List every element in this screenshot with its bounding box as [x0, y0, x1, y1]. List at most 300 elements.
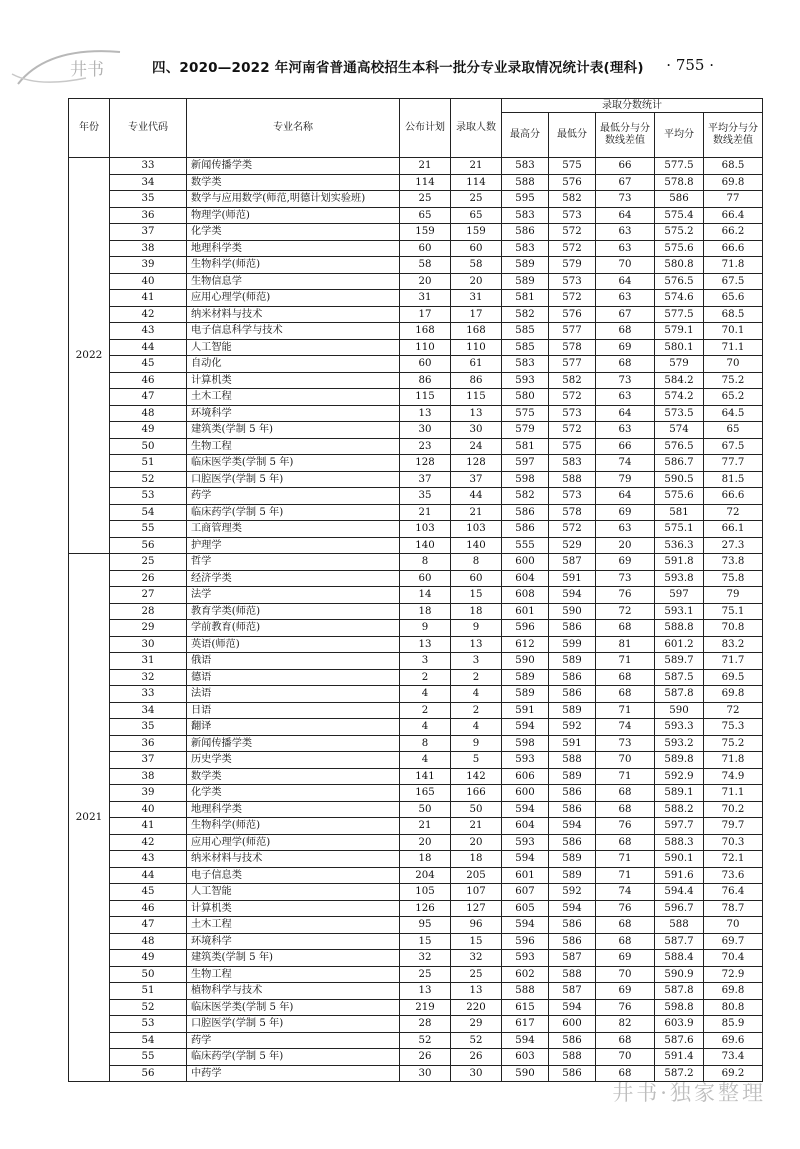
cell-code: 34: [110, 174, 187, 191]
table-row: [69, 818, 763, 835]
cell-name: 临床医学类(学制 5 年): [187, 999, 400, 1016]
cell-avg-diff: 70: [704, 917, 763, 934]
cell-max: 602: [502, 966, 549, 983]
cell-min: 591: [549, 570, 596, 587]
cell-min-diff: 82: [596, 1016, 655, 1033]
cell-code: 43: [110, 323, 187, 340]
cell-min: 599: [549, 636, 596, 653]
cell-avg: 593.2: [655, 735, 704, 752]
cell-plan: 115: [400, 389, 451, 406]
cell-avg: 575.6: [655, 488, 704, 505]
cell-max: 593: [502, 372, 549, 389]
table-row: [69, 603, 763, 620]
cell-avg-diff: 69.6: [704, 1032, 763, 1049]
cell-plan: 30: [400, 422, 451, 439]
cell-min: 582: [549, 372, 596, 389]
cell-max: 580: [502, 389, 549, 406]
cell-code: 42: [110, 834, 187, 851]
cell-avg: 594.4: [655, 884, 704, 901]
col-group-scores: 录取分数统计: [502, 99, 763, 113]
cell-max: 555: [502, 537, 549, 554]
table-row: [69, 867, 763, 884]
cell-code: 36: [110, 735, 187, 752]
cell-avg-diff: 67.5: [704, 438, 763, 455]
cell-admit: 44: [451, 488, 502, 505]
cell-min-diff: 63: [596, 521, 655, 538]
cell-max: 615: [502, 999, 549, 1016]
cell-max: 583: [502, 158, 549, 175]
cell-code: 33: [110, 158, 187, 175]
cell-min: 587: [549, 554, 596, 571]
cell-avg-diff: 69.8: [704, 686, 763, 703]
cell-avg: 590.9: [655, 966, 704, 983]
table-row: [69, 900, 763, 917]
cell-admit: 86: [451, 372, 502, 389]
cell-min-diff: 74: [596, 884, 655, 901]
cell-name: 学前教育(师范): [187, 620, 400, 637]
cell-max: 594: [502, 719, 549, 736]
cell-name: 临床药学(学制 5 年): [187, 1049, 400, 1066]
cell-plan: 3: [400, 653, 451, 670]
cell-min: 575: [549, 438, 596, 455]
cell-max: 600: [502, 785, 549, 802]
watermark-text: 井书·独家整理: [612, 1081, 766, 1105]
cell-min: 589: [549, 768, 596, 785]
cell-plan: 60: [400, 570, 451, 587]
cell-avg-diff: 65: [704, 422, 763, 439]
cell-avg: 590.5: [655, 471, 704, 488]
cell-code: 44: [110, 867, 187, 884]
cell-avg: 587.8: [655, 983, 704, 1000]
cell-avg-diff: 75.2: [704, 372, 763, 389]
cell-name: 新闻传播学类: [187, 158, 400, 175]
table-row: [69, 389, 763, 406]
cell-code: 37: [110, 224, 187, 241]
cell-plan: 103: [400, 521, 451, 538]
cell-min-diff: 76: [596, 999, 655, 1016]
cell-min-diff: 68: [596, 323, 655, 340]
cell-admit: 115: [451, 389, 502, 406]
cell-name: 电子信息科学与技术: [187, 323, 400, 340]
cell-min: 594: [549, 999, 596, 1016]
cell-min: 586: [549, 834, 596, 851]
cell-min-diff: 79: [596, 471, 655, 488]
table-row: [69, 207, 763, 224]
cell-plan: 204: [400, 867, 451, 884]
cell-min: 579: [549, 257, 596, 274]
cell-avg: 577.5: [655, 306, 704, 323]
cell-max: 581: [502, 290, 549, 307]
cell-admit: 31: [451, 290, 502, 307]
table-row: [69, 191, 763, 208]
cell-code: 41: [110, 290, 187, 307]
cell-admit: 107: [451, 884, 502, 901]
cell-plan: 110: [400, 339, 451, 356]
col-max: 最高分: [502, 113, 549, 158]
cell-code: 45: [110, 884, 187, 901]
cell-plan: 20: [400, 273, 451, 290]
cell-plan: 4: [400, 752, 451, 769]
cell-min-diff: 68: [596, 933, 655, 950]
cell-admit: 25: [451, 191, 502, 208]
cell-admit: 24: [451, 438, 502, 455]
cell-admit: 32: [451, 950, 502, 967]
cell-max: 608: [502, 587, 549, 604]
cell-avg: 581: [655, 504, 704, 521]
cell-plan: 20: [400, 834, 451, 851]
cell-avg-diff: 71.7: [704, 653, 763, 670]
cell-avg: 579: [655, 356, 704, 373]
cell-plan: 18: [400, 603, 451, 620]
cell-max: 581: [502, 438, 549, 455]
cell-avg: 579.1: [655, 323, 704, 340]
cell-min: 586: [549, 1032, 596, 1049]
cell-avg-diff: 71.8: [704, 257, 763, 274]
cell-plan: 114: [400, 174, 451, 191]
cell-min: 575: [549, 158, 596, 175]
cell-admit: 20: [451, 834, 502, 851]
cell-name: 生物科学(师范): [187, 818, 400, 835]
col-name: 专业名称: [187, 99, 400, 158]
table-row: [69, 950, 763, 967]
cell-min-diff: 68: [596, 801, 655, 818]
cell-min-diff: 76: [596, 587, 655, 604]
cell-min-diff: 70: [596, 257, 655, 274]
cell-avg-diff: 73.4: [704, 1049, 763, 1066]
cell-name: 人工智能: [187, 884, 400, 901]
year-cell: 2022: [69, 158, 110, 554]
admission-table: [68, 98, 763, 1082]
cell-min: 586: [549, 1065, 596, 1082]
cell-min-diff: 70: [596, 752, 655, 769]
cell-max: 590: [502, 653, 549, 670]
cell-avg-diff: 72: [704, 504, 763, 521]
cell-admit: 15: [451, 587, 502, 604]
cell-min-diff: 74: [596, 455, 655, 472]
cell-name: 土木工程: [187, 389, 400, 406]
cell-code: 46: [110, 372, 187, 389]
cell-plan: 14: [400, 587, 451, 604]
cell-avg: 587.5: [655, 669, 704, 686]
cell-code: 42: [110, 306, 187, 323]
cell-max: 593: [502, 950, 549, 967]
cell-max: 594: [502, 1032, 549, 1049]
cell-avg: 592.9: [655, 768, 704, 785]
cell-min-diff: 68: [596, 356, 655, 373]
cell-name: 德语: [187, 669, 400, 686]
cell-avg-diff: 64.5: [704, 405, 763, 422]
cell-code: 35: [110, 719, 187, 736]
cell-avg-diff: 77: [704, 191, 763, 208]
cell-min: 572: [549, 290, 596, 307]
table-row: [69, 438, 763, 455]
cell-admit: 60: [451, 570, 502, 587]
table-row: [69, 323, 763, 340]
cell-plan: 23: [400, 438, 451, 455]
cell-avg-diff: 70.4: [704, 950, 763, 967]
cell-min: 589: [549, 867, 596, 884]
cell-min: 587: [549, 983, 596, 1000]
cell-avg-diff: 70.8: [704, 620, 763, 637]
cell-avg-diff: 27.3: [704, 537, 763, 554]
cell-plan: 8: [400, 554, 451, 571]
cell-name: 生物工程: [187, 966, 400, 983]
cell-admit: 2: [451, 669, 502, 686]
cell-admit: 127: [451, 900, 502, 917]
cell-min-diff: 66: [596, 158, 655, 175]
cell-avg: 577.5: [655, 158, 704, 175]
cell-min-diff: 74: [596, 719, 655, 736]
cell-avg-diff: 65.6: [704, 290, 763, 307]
cell-min: 578: [549, 504, 596, 521]
cell-code: 53: [110, 1016, 187, 1033]
cell-min: 594: [549, 818, 596, 835]
cell-max: 617: [502, 1016, 549, 1033]
table-row: [69, 504, 763, 521]
cell-name: 英语(师范): [187, 636, 400, 653]
cell-code: 50: [110, 966, 187, 983]
cell-avg-diff: 70.1: [704, 323, 763, 340]
cell-avg: 574: [655, 422, 704, 439]
cell-avg: 575.1: [655, 521, 704, 538]
cell-name: 应用心理学(师范): [187, 834, 400, 851]
cell-code: 40: [110, 273, 187, 290]
cell-avg: 536.3: [655, 537, 704, 554]
cell-code: 38: [110, 240, 187, 257]
cell-name: 人工智能: [187, 339, 400, 356]
cell-name: 中药学: [187, 1065, 400, 1082]
cell-avg: 574.6: [655, 290, 704, 307]
cell-min: 572: [549, 389, 596, 406]
cell-name: 新闻传播学类: [187, 735, 400, 752]
cell-plan: 8: [400, 735, 451, 752]
cell-max: 589: [502, 669, 549, 686]
cell-min-diff: 68: [596, 917, 655, 934]
cell-avg-diff: 75.2: [704, 735, 763, 752]
table-row: [69, 306, 763, 323]
cell-min: 588: [549, 471, 596, 488]
cell-name: 数学类: [187, 768, 400, 785]
cell-max: 589: [502, 686, 549, 703]
cell-max: 586: [502, 504, 549, 521]
col-min-diff: 最低分与分数线差值: [596, 113, 655, 158]
cell-min-diff: 76: [596, 900, 655, 917]
cell-min: 588: [549, 1049, 596, 1066]
cell-avg: 590: [655, 702, 704, 719]
table-row: [69, 570, 763, 587]
table-row: [69, 834, 763, 851]
cell-admit: 114: [451, 174, 502, 191]
cell-max: 583: [502, 207, 549, 224]
cell-admit: 103: [451, 521, 502, 538]
cell-name: 教育学类(师范): [187, 603, 400, 620]
table-row: [69, 537, 763, 554]
table-row: [69, 158, 763, 175]
cell-avg: 575.4: [655, 207, 704, 224]
cell-code: 51: [110, 983, 187, 1000]
cell-plan: 65: [400, 207, 451, 224]
cell-plan: 95: [400, 917, 451, 934]
cell-admit: 9: [451, 735, 502, 752]
table-row: [69, 636, 763, 653]
cell-avg-diff: 73.6: [704, 867, 763, 884]
cell-min: 588: [549, 752, 596, 769]
cell-plan: 2: [400, 702, 451, 719]
cell-admit: 166: [451, 785, 502, 802]
cell-min-diff: 64: [596, 488, 655, 505]
cell-code: 46: [110, 900, 187, 917]
table-row: [69, 455, 763, 472]
cell-min: 594: [549, 587, 596, 604]
cell-min-diff: 64: [596, 405, 655, 422]
cell-avg-diff: 73.8: [704, 554, 763, 571]
cell-name: 数学类: [187, 174, 400, 191]
cell-max: 582: [502, 488, 549, 505]
cell-name: 护理学: [187, 537, 400, 554]
cell-plan: 140: [400, 537, 451, 554]
cell-avg: 580.1: [655, 339, 704, 356]
cell-name: 计算机类: [187, 372, 400, 389]
cell-min-diff: 70: [596, 966, 655, 983]
table-row: [69, 620, 763, 637]
cell-avg-diff: 71.1: [704, 785, 763, 802]
cell-min-diff: 69: [596, 554, 655, 571]
cell-plan: 32: [400, 950, 451, 967]
cell-avg: 586: [655, 191, 704, 208]
cell-avg: 574.2: [655, 389, 704, 406]
cell-avg: 588.3: [655, 834, 704, 851]
cell-name: 建筑类(学制 5 年): [187, 950, 400, 967]
cell-name: 生物科学(师范): [187, 257, 400, 274]
cell-name: 经济学类: [187, 570, 400, 587]
cell-max: 588: [502, 983, 549, 1000]
cell-avg-diff: 66.2: [704, 224, 763, 241]
cell-min: 582: [549, 191, 596, 208]
cell-min: 583: [549, 455, 596, 472]
cell-admit: 18: [451, 603, 502, 620]
cell-avg: 596.7: [655, 900, 704, 917]
cell-admit: 30: [451, 422, 502, 439]
cell-plan: 2: [400, 669, 451, 686]
cell-name: 口腔医学(学制 5 年): [187, 1016, 400, 1033]
cell-max: 597: [502, 455, 549, 472]
cell-admit: 13: [451, 405, 502, 422]
cell-code: 47: [110, 389, 187, 406]
cell-max: 595: [502, 191, 549, 208]
cell-name: 生物工程: [187, 438, 400, 455]
cell-min-diff: 76: [596, 818, 655, 835]
cell-avg-diff: 79: [704, 587, 763, 604]
cell-max: 603: [502, 1049, 549, 1066]
cell-avg: 591.6: [655, 867, 704, 884]
cell-name: 工商管理类: [187, 521, 400, 538]
cell-plan: 128: [400, 455, 451, 472]
cell-min-diff: 68: [596, 686, 655, 703]
cell-min-diff: 63: [596, 290, 655, 307]
cell-avg-diff: 79.7: [704, 818, 763, 835]
cell-code: 56: [110, 1065, 187, 1082]
cell-max: 593: [502, 834, 549, 851]
cell-plan: 4: [400, 719, 451, 736]
table-row: [69, 422, 763, 439]
cell-min-diff: 73: [596, 372, 655, 389]
cell-avg: 587.8: [655, 686, 704, 703]
cell-min-diff: 73: [596, 191, 655, 208]
cell-plan: 168: [400, 323, 451, 340]
cell-max: 583: [502, 356, 549, 373]
cell-max: 607: [502, 884, 549, 901]
cell-plan: 105: [400, 884, 451, 901]
cell-avg-diff: 85.9: [704, 1016, 763, 1033]
cell-min: 573: [549, 207, 596, 224]
cell-max: 585: [502, 339, 549, 356]
cell-plan: 13: [400, 636, 451, 653]
cell-avg: 576.5: [655, 438, 704, 455]
cell-min: 591: [549, 735, 596, 752]
cell-admit: 60: [451, 240, 502, 257]
cell-code: 35: [110, 191, 187, 208]
cell-admit: 220: [451, 999, 502, 1016]
cell-avg: 593.3: [655, 719, 704, 736]
cell-min: 572: [549, 240, 596, 257]
cell-min-diff: 69: [596, 950, 655, 967]
cell-avg: 597: [655, 587, 704, 604]
cell-min: 586: [549, 669, 596, 686]
cell-max: 594: [502, 917, 549, 934]
cell-max: 604: [502, 570, 549, 587]
cell-plan: 141: [400, 768, 451, 785]
cell-avg: 573.5: [655, 405, 704, 422]
cell-min-diff: 70: [596, 1049, 655, 1066]
cell-plan: 159: [400, 224, 451, 241]
cell-avg: 593.8: [655, 570, 704, 587]
table-row: [69, 653, 763, 670]
table-row: [69, 372, 763, 389]
table-row: [69, 702, 763, 719]
cell-avg: 586.7: [655, 455, 704, 472]
cell-name: 环境科学: [187, 405, 400, 422]
cell-avg-diff: 65.2: [704, 389, 763, 406]
cell-max: 588: [502, 174, 549, 191]
cell-plan: 60: [400, 356, 451, 373]
cell-min-diff: 69: [596, 339, 655, 356]
cell-min: 592: [549, 719, 596, 736]
cell-min: 577: [549, 323, 596, 340]
cell-admit: 159: [451, 224, 502, 241]
cell-code: 45: [110, 356, 187, 373]
cell-name: 纳米材料与技术: [187, 306, 400, 323]
cell-min: 586: [549, 620, 596, 637]
cell-max: 612: [502, 636, 549, 653]
table-row: [69, 174, 763, 191]
cell-name: 应用心理学(师范): [187, 290, 400, 307]
table-row: [69, 785, 763, 802]
cell-min: 573: [549, 488, 596, 505]
cell-max: 575: [502, 405, 549, 422]
cell-avg-diff: 70.3: [704, 834, 763, 851]
cell-min: 572: [549, 422, 596, 439]
cell-min-diff: 68: [596, 1032, 655, 1049]
cell-avg-diff: 66.4: [704, 207, 763, 224]
cell-min: 590: [549, 603, 596, 620]
cell-plan: 25: [400, 966, 451, 983]
table-row: [69, 356, 763, 373]
cell-avg-diff: 72: [704, 702, 763, 719]
cell-min: 586: [549, 801, 596, 818]
cell-min: 589: [549, 653, 596, 670]
cell-avg: 593.1: [655, 603, 704, 620]
col-avg: 平均分: [655, 113, 704, 158]
